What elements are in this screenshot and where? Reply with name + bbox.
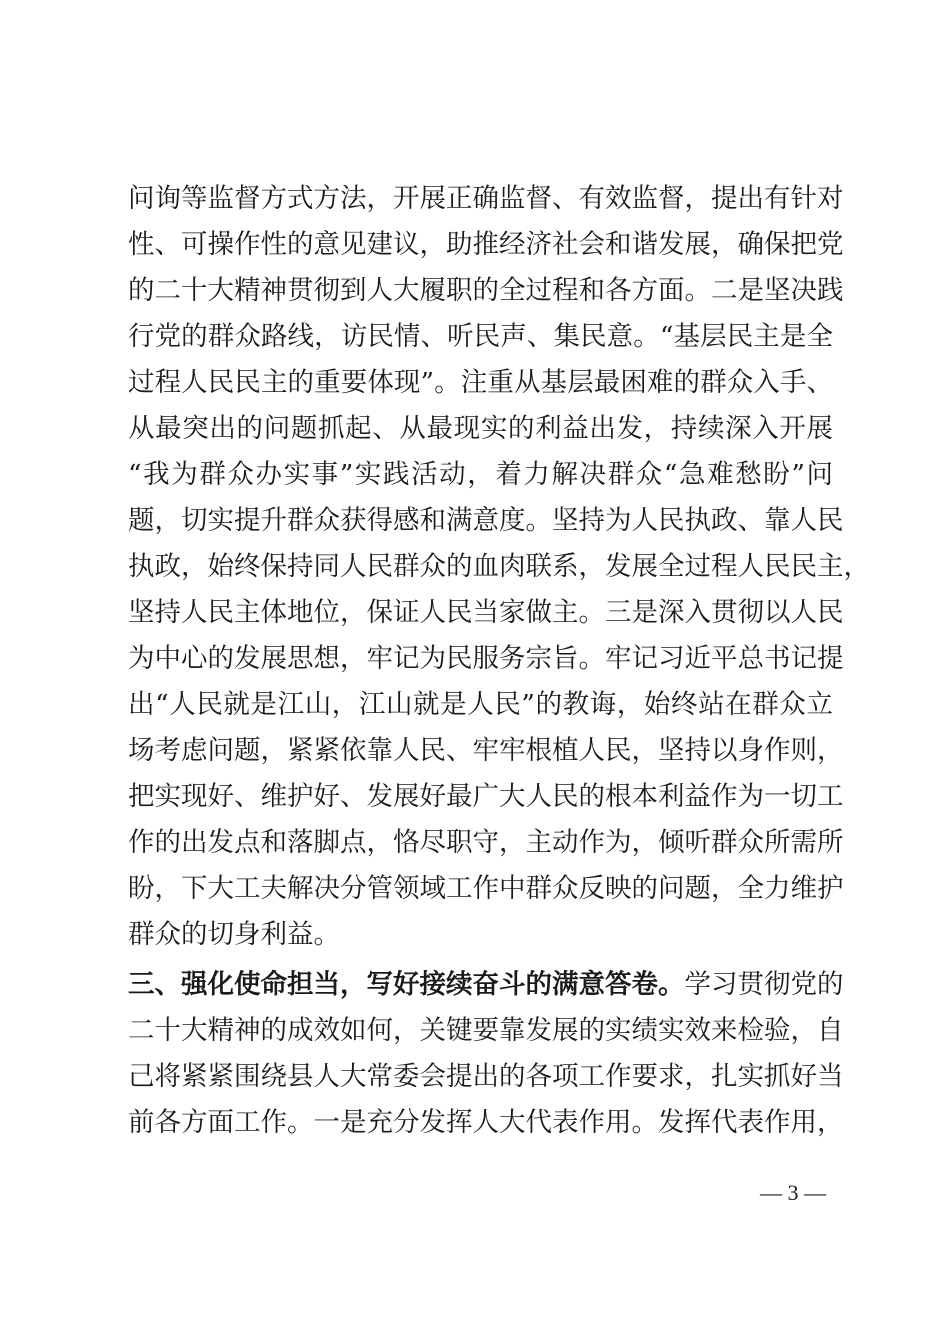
body-line: 盼，下大工夫解决分管领域工作中群众反映的问题，全力维护 xyxy=(128,873,844,904)
body-line: 前各方面工作。一是充分发挥人大代表作用。发挥代表作用， xyxy=(128,1107,844,1138)
paragraph-end-line: 群众的切身利益。 xyxy=(128,919,340,950)
body-line: 题，切实提升群众获得感和满意度。坚持为人民执政、靠人民 xyxy=(128,505,844,536)
body-line: “我为群众办实事”实践活动，着力解决群众“急难愁盼”问 xyxy=(128,459,833,490)
body-line: 问询等监督方式方法，开展正确监督、有效监督，提出有针对 xyxy=(128,183,844,214)
body-line: 己将紧紧围绕县人大常委会提出的各项工作要求，扎实抓好当 xyxy=(128,1061,844,1092)
body-line: 从最突出的问题抓起、从最现实的利益出发，持续深入开展 xyxy=(128,413,833,444)
body-line: 的二十大精神贯彻到人大履职的全过程和各方面。二是坚决践 xyxy=(128,275,844,306)
body-line: 出“人民就是江山，江山就是人民”的教诲，始终站在群众立 xyxy=(128,689,833,720)
body-line: 坚持人民主体地位，保证人民当家做主。三是深入贯彻以人民 xyxy=(128,597,844,628)
body-line: 二十大精神的成效如何，关键要靠发展的实绩实效来检验，自 xyxy=(128,1015,844,1046)
page-number: — 3 — xyxy=(760,1180,826,1205)
section-3-heading: 三、强化使命担当，写好接续奋斗的满意答卷。 xyxy=(128,969,685,1000)
body-line: 把实现好、维护好、发展好最广大人民的根本利益作为一切工 xyxy=(128,781,844,812)
body-line: 过程人民民主的重要体现”。注重从基层最困难的群众入手、 xyxy=(128,367,833,398)
section-3-heading-tail: 学习贯彻党的 xyxy=(684,969,844,1000)
body-line: 性、可操作性的意见建议，助推经济社会和谐发展，确保把党 xyxy=(128,229,844,260)
body-line: 场考虑问题，紧紧依靠人民、牢牢根植人民，坚持以身作则， xyxy=(128,735,844,766)
section-heading-line xyxy=(128,962,844,1008)
body-line: 为中心的发展思想，牢记为民服务宗旨。牢记习近平总书记提 xyxy=(128,643,844,674)
body-line: 行党的群众路线，访民情、听民声、集民意。“基层民主是全 xyxy=(128,321,833,352)
body-line: 执政，始终保持同人民群众的血肉联系，发展全过程人民民主， xyxy=(128,551,870,582)
body-line: 作的出发点和落脚点，恪尽职守，主动作为，倾听群众所需所 xyxy=(128,827,844,858)
